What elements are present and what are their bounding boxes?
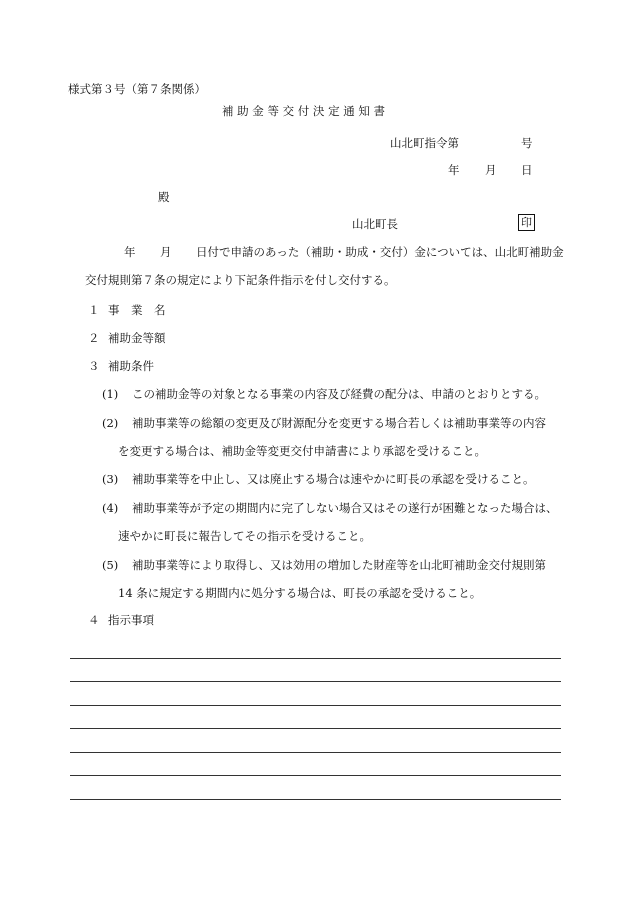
intro-line-1: 日付で申請のあった（補助・助成・交付）金については、山北町補助金	[196, 245, 564, 259]
condition-3-number: (3)	[102, 472, 119, 486]
issuer: 山北町長	[352, 217, 398, 231]
item-4-number: ４	[88, 613, 100, 627]
item-4-label: 指示事項	[108, 613, 154, 627]
intro-month: 月	[160, 245, 172, 259]
condition-5-line-1: 補助事業等により取得し、又は効用の増加した財産等を山北町補助金交付規則第	[132, 558, 546, 572]
item-2-number: ２	[88, 331, 100, 345]
item-1-label: 事 業 名	[108, 303, 166, 317]
intro-year: 年	[124, 245, 136, 259]
date-day: 日	[521, 163, 533, 177]
doc-number-suffix: 号	[521, 136, 533, 150]
condition-4-number: (4)	[102, 501, 119, 515]
condition-4-line-2: 速やかに町長に報告してその指示を受けること。	[118, 529, 371, 543]
date-month: 月	[485, 163, 497, 177]
instruction-line-6	[70, 775, 561, 776]
condition-2-line-2: を変更する場合は、補助金等変更交付申請書により承認を受けること。	[118, 444, 486, 458]
document-title: 補 助 金 等 交 付 決 定 通 知 書	[222, 104, 386, 118]
item-3-label: 補助条件	[108, 359, 154, 373]
instruction-line-4	[70, 728, 561, 729]
date-year: 年	[448, 163, 460, 177]
instruction-line-7	[70, 799, 561, 800]
doc-number-prefix: 山北町指令第	[390, 136, 459, 150]
instruction-line-1	[70, 658, 561, 659]
condition-4-line-1: 補助事業等が予定の期間内に完了しない場合又はその遂行が困難となった場合は、	[132, 501, 558, 515]
item-2-label: 補助金等額	[108, 331, 166, 345]
instruction-line-2	[70, 681, 561, 682]
condition-5-number: (5)	[102, 558, 119, 572]
condition-2-number: (2)	[102, 416, 119, 430]
instruction-line-5	[70, 752, 561, 753]
form-number: 様式第３号（第７条関係）	[68, 82, 206, 96]
seal-mark: 印	[518, 214, 535, 231]
condition-5-line-2: 14 条に規定する期間内に処分する場合は、町長の承認を受けること。	[118, 586, 482, 600]
item-1-number: １	[88, 303, 100, 317]
condition-2-line-1: 補助事業等の総額の変更及び財源配分を変更する場合若しくは補助事業等の内容	[132, 416, 546, 430]
condition-3-line-1: 補助事業等を中止し、又は廃止する場合は速やかに町長の承認を受けること。	[132, 472, 535, 486]
item-3-number: ３	[88, 359, 100, 373]
condition-1-line-1: この補助金等の対象となる事業の内容及び経費の配分は、申請のとおりとする。	[132, 387, 546, 401]
condition-1-number: (1)	[102, 387, 119, 401]
addressee-suffix: 殿	[158, 190, 170, 204]
intro-line-2: 交付規則第７条の規定により下記条件指示を付し交付する。	[85, 273, 396, 287]
instruction-line-3	[70, 705, 561, 706]
